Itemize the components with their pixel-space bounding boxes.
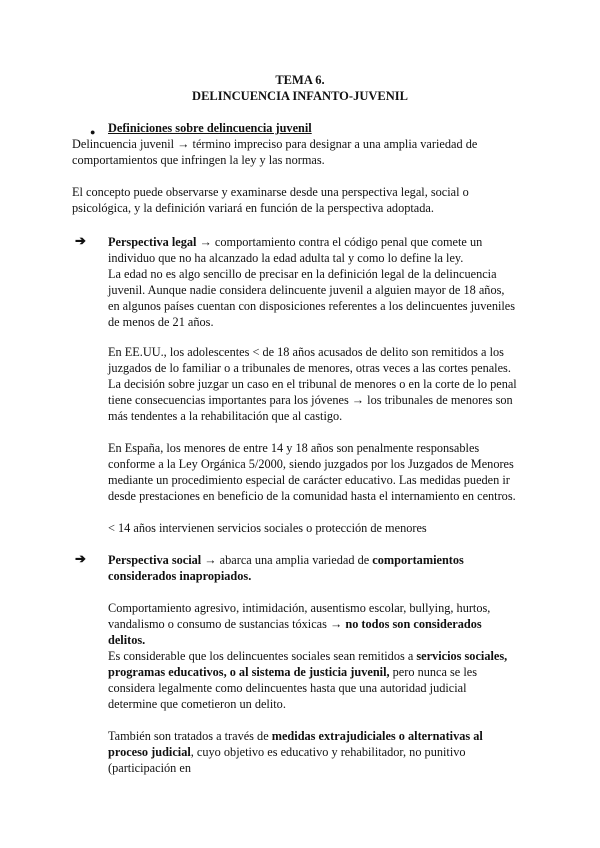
extrajudicial-paragraph: También son tratados a través de medidas extrajudiciales o alternativas al proceso judicial, cuyo objetivo es educativo y rehabilitador, no punitivo (participación en: [108, 729, 483, 775]
usa-paragraph: En EE.UU., los adolescentes < de 18 años acusados de delito son remitidos a los juzgados de lo familiar o a tribunales de menores, otras veces a las cortes penales. La decisión sobre juzgar un caso en el tribunal de menores o en la corte de lo penal tiene consecuencias importantes para los jóvenes → los tribunales de menores son más tendentes a la rehabilitación que al castigo.: [108, 345, 517, 423]
section-heading-text: Definiciones sobre delincuencia juvenil: [108, 121, 312, 135]
referral-paragraph: Es considerable que los delincuentes sociales sean remitidos a servicios sociales, programas educativos, o al sistema de justicia juvenil, pero nunca se les considera legalmente como delincuentes hasta que una autoridad judicial determine que cometieron un delito.: [108, 649, 508, 711]
age-paragraph: La edad no es algo sencillo de precisar en la definición legal de la delincuencia juvenil. Aunque nadie considera delincuente juvenil a alguien mayor de 18 años, en algunos países cuentan con disposiciones referentes a los delincuentes juveniles de menos de 21 años.: [108, 267, 516, 329]
legal-label: Perspectiva legal: [108, 235, 197, 249]
social-label: Perspectiva social: [108, 553, 202, 567]
bullet-dot-icon: ●: [90, 127, 96, 137]
behaviors-paragraph: Comportamiento agresivo, intimidación, ausentismo escolar, bullying, hurtos, vandalismo o consumo de sustancias tóxicas → no todos son considerados delitos.: [108, 601, 491, 647]
document-subtitle: DELINCUENCIA INFANTO-JUVENIL: [192, 89, 408, 103]
document-title: TEMA 6.: [275, 73, 325, 87]
legal-intro-text: → comportamiento contra el código penal que comete un individuo que no ha alcanzado la edad adulta tal y como lo define la ley.: [108, 235, 483, 265]
concept-paragraph: El concepto puede observarse y examinarse desde una perspectiva legal, social o psicológica, y la definición variará en función de la perspectiva adoptada.: [72, 185, 469, 215]
legal-perspective-intro: [108, 234, 518, 330]
social-perspective-intro: Perspectiva social → abarca una amplia variedad de comportamientos considerados inapropiados.: [108, 553, 464, 583]
arrow-bullet-icon: ➔: [75, 233, 86, 248]
section-heading: [108, 120, 508, 136]
arrow-bullet-icon: ➔: [75, 551, 86, 566]
spain-paragraph: En España, los menores de entre 14 y 18 años son penalmente responsables conforme a la Ley Orgánica 5/2000, siendo juzgados por los Juzgados de Menores mediante un procedimiento especial de carácter educativo. Las medidas pueden ir desde prestaciones en beneficio de la comunidad hasta el internamiento en centros.: [108, 441, 516, 503]
under14-paragraph: < 14 años intervienen servicios sociales o protección de menores: [108, 521, 427, 535]
definition-paragraph: Delincuencia juvenil → término impreciso para designar a una amplia variedad de comportamientos que infringen la ley y las normas.: [72, 137, 478, 167]
